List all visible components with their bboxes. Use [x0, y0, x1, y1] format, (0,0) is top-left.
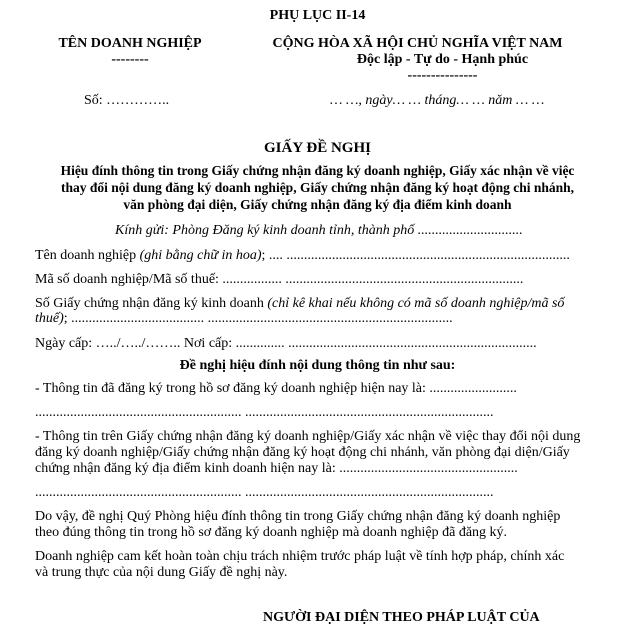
request-paragraph-line-2: theo đúng thông tin trong hồ sơ đăng ký doanh nghiệp mà doanh nghiệp đã đăng ký. [35, 525, 508, 540]
issue-field: Ngày cấp: …../…../…….. Nơi cấp: .............. ....................................................................... [35, 336, 537, 351]
company-name-dots: ; .... ................................................................................. [261, 248, 570, 263]
license-hint-cont: thuế) [35, 311, 64, 326]
company-name-label: Tên doanh nghiệp [35, 248, 140, 263]
appendix-title: PHỤ LỤC II-14 [269, 8, 366, 23]
commitment-line-2: và trung thực của nội dung Giấy đề nghị này. [35, 565, 288, 580]
request-heading: Đề nghị hiệu đính nội dung thông tin như sau: [179, 358, 456, 373]
subtitle-line-2: thay đổi nội dung đăng ký doanh nghiệp, Giấy chứng nhận đăng ký hoạt động chi nhánh, [60, 180, 575, 195]
tax-code-field: Mã số doanh nghiệp/Mã số thuế: ................. .................................................................... [35, 272, 524, 287]
document-title: GIẤY ĐỀ NGHỊ [264, 140, 371, 156]
certificate-info-dots: ........................................................... ....................................................................... [35, 485, 494, 500]
request-paragraph-line-1: Do vậy, đề nghị Quý Phòng hiệu đính thông tin trong Giấy chứng nhận đăng ký doanh nghiệp [35, 509, 561, 524]
motto-underline: --------------- [407, 68, 478, 83]
company-name-hint: (ghi bằng chữ in hoa) [139, 248, 262, 263]
subtitle-line-1: Hiệu đính thông tin trong Giấy chứng nhận đăng ký doanh nghiệp, Giấy xác nhận về việc [60, 163, 575, 178]
license-dots: ; ...................................... ...................................................................... [63, 311, 453, 326]
license-label: Số Giấy chứng nhận đăng ký kinh doanh [35, 296, 268, 311]
company-name-header: TÊN DOANH NGHIỆP [58, 36, 202, 51]
registered-info-dots: ........................................................... ....................................................................... [35, 405, 494, 420]
company-name-underline: -------- [111, 52, 149, 67]
certificate-info-line-3: chứng nhận đăng ký địa điểm kinh doanh hiện nay là: ................................................... [35, 461, 518, 476]
certificate-info-line-2: đăng ký doanh nghiệp/Giấy chứng nhận đăng ký hoạt động chi nhánh, văn phòng đại diện/Giấy [35, 445, 570, 460]
nation-title: CỘNG HÒA XÃ HỘI CHỦ NGHĨA VIỆT NAM [272, 36, 563, 51]
company-name-field [35, 248, 605, 264]
license-hint: (chỉ kê khai nếu không có mã số doanh nghiệp/mã số [267, 296, 565, 311]
national-motto: Độc lập - Tự do - Hạnh phúc [356, 52, 529, 67]
certificate-info-line-1: - Thông tin trên Giấy chứng nhận đăng ký doanh nghiệp/Giấy xác nhận về việc thay đổi nội dung [35, 429, 581, 444]
recipient-line: Kính gửi: Phòng Đăng ký kinh doanh tỉnh, thành phố .............................. [115, 223, 523, 238]
registered-info-line: - Thông tin đã đăng ký trong hồ sơ đăng ký doanh nghiệp hiện nay là: ......................... [35, 381, 517, 396]
commitment-line-1: Doanh nghiệp cam kết hoàn toàn chịu trách nhiệm trước pháp luật về tính hợp pháp, chính xác [35, 549, 565, 564]
license-number-field [35, 296, 605, 312]
document-date: … …, ngày… … tháng… … năm … … [330, 93, 545, 108]
license-number-field-cont [35, 311, 605, 327]
subtitle-line-3: văn phòng đại diện, Giấy chứng nhận đăng ký địa điểm kinh doanh [123, 197, 512, 212]
document-number: Số: ………….. [84, 93, 170, 108]
signature-heading: NGƯỜI ĐẠI DIỆN THEO PHÁP LUẬT CỦA [263, 610, 540, 625]
